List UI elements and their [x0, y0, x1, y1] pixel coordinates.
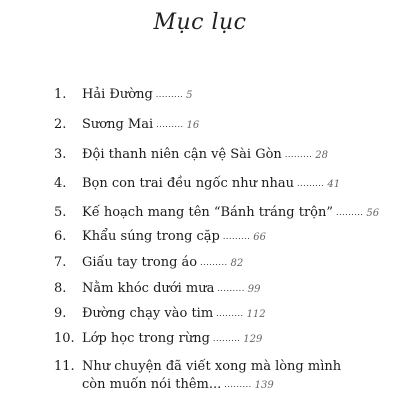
entry-title: Sương Mai: [82, 117, 154, 132]
toc-entry: [0, 228, 400, 250]
entry-title-line: [82, 280, 260, 299]
entry-title: Như chuyện đã viết xong mà lòng mình: [82, 359, 342, 374]
entry-title-line: [82, 376, 274, 395]
entry-page: 66: [253, 232, 266, 243]
dot-leader: .........: [296, 179, 325, 188]
toc-entry: [0, 204, 400, 226]
entry-page: 99: [247, 284, 261, 295]
entry-number: 10.: [54, 331, 75, 346]
dot-leader: .........: [217, 284, 245, 293]
dot-leader: .........: [284, 150, 313, 159]
dot-leader: .........: [224, 380, 252, 389]
entry-title: Kế hoạch mang tên “Bánh tráng trộn”: [82, 205, 334, 220]
entry-title: Đội thanh niên cận vệ Sài Gòn: [82, 147, 282, 162]
entry-title-line: [82, 330, 262, 349]
entry-number: 7.: [54, 255, 67, 270]
toc-entry: [0, 146, 400, 168]
entry-page: 41: [327, 179, 341, 190]
entry-title: Giấu tay trong áo: [82, 255, 198, 270]
entry-title-line: [82, 204, 379, 223]
entry-title: Bọn con trai đều ngốc như nhau: [82, 176, 294, 191]
dot-leader: .........: [212, 334, 241, 343]
entry-page: 112: [246, 309, 266, 320]
toc-entry: [0, 116, 400, 138]
dot-leader: .........: [336, 208, 364, 217]
dot-leader: .........: [222, 232, 251, 241]
dot-leader: .........: [156, 120, 184, 129]
entry-number: 4.: [54, 176, 67, 191]
toc-entry: [0, 254, 400, 276]
dot-leader: .........: [155, 90, 184, 99]
entry-number: 3.: [54, 147, 67, 162]
dot-leader: .........: [200, 258, 228, 267]
entry-title: Hải Đường: [82, 87, 153, 102]
toc-heading: Mục lục: [153, 10, 247, 35]
entry-title-line: [82, 228, 266, 247]
entry-title: Khẩu súng trong cặp: [82, 229, 220, 244]
toc-entry: [0, 305, 400, 327]
entry-number: 6.: [54, 229, 67, 244]
dot-leader: .........: [216, 309, 244, 318]
entry-title: Lớp học trong rừng: [82, 331, 210, 346]
entry-number: 8.: [54, 281, 67, 296]
entry-number: 2.: [54, 117, 67, 132]
toc-entry: [0, 86, 400, 108]
entry-number: 11.: [54, 359, 75, 374]
toc-entry: [0, 330, 400, 352]
entry-title: Nằm khóc dưới mưa: [82, 281, 215, 296]
entry-page: 82: [230, 258, 244, 269]
entry-number: 5.: [54, 205, 67, 220]
entry-title-line: [82, 116, 199, 135]
entry-number: 9.: [54, 306, 67, 321]
toc-entry: [0, 358, 400, 400]
entry-title-line: [82, 175, 340, 194]
toc-entry: [0, 175, 400, 197]
entry-page: 56: [366, 208, 380, 219]
entry-page: 5: [186, 90, 193, 101]
entry-title-line: [82, 146, 328, 165]
entry-page: 28: [315, 150, 328, 161]
entry-page: 16: [186, 120, 200, 131]
entry-title: Đường chạy vào tim: [82, 306, 214, 321]
entry-title-line: [82, 254, 243, 273]
entry-page: 139: [254, 380, 274, 391]
entry-title-line: [82, 86, 193, 105]
entry-page: 129: [243, 334, 263, 345]
entry-number: 1.: [54, 87, 67, 102]
entry-title-line: [82, 305, 266, 324]
entry-title-continued: còn muốn nói thêm...: [82, 377, 222, 392]
toc-entry: [0, 280, 400, 302]
